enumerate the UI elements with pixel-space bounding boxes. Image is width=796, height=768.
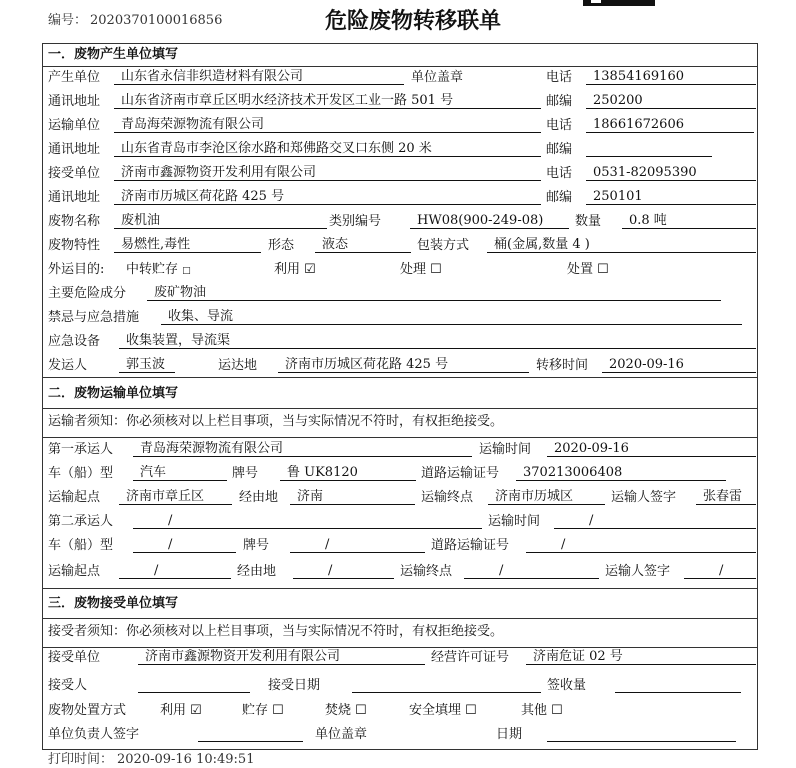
checkbox-icon[interactable]: ☐: [430, 262, 442, 277]
purpose-option-transfer-storage[interactable]: [126, 262, 191, 279]
property-field[interactable]: 易燃性,毒性: [114, 237, 261, 253]
purpose-option-treatment[interactable]: [400, 262, 442, 278]
phone-label: 电话: [546, 118, 573, 133]
end-label: 运输终点: [400, 564, 453, 579]
receiver-person-label: 接受人: [48, 678, 88, 693]
address-label: 通讯地址: [48, 142, 101, 157]
checkbox-icon[interactable]: ☐: [355, 703, 367, 718]
section-3-title: 三．废物接受单位填写: [48, 596, 179, 611]
destination-field[interactable]: 济南市历城区荷花路 425 号: [278, 357, 529, 373]
seal-label: 单位盖章: [411, 70, 464, 85]
option-label: 贮存: [242, 703, 269, 718]
permit-label: 道路运输证号: [431, 538, 510, 553]
option-label: 处置: [567, 262, 594, 277]
carrier-address-field[interactable]: 山东省青岛市李沧区徐水路和郑佛路交叉口东侧 20 米: [114, 141, 541, 157]
license-field[interactable]: 济南危证 02 号: [526, 649, 756, 665]
head-signature-label: 单位负责人签字: [48, 727, 140, 742]
form-label: 形态: [268, 238, 295, 253]
method-option-incineration[interactable]: [325, 703, 367, 719]
receiver-notice: 接受者须知：你必须核对以上栏目事项，当与实际情况不符时，有权拒绝接受。: [48, 624, 504, 639]
destination-label: 运达地: [218, 358, 258, 373]
checkbox-icon[interactable]: ☐: [597, 262, 609, 277]
option-label: 利用: [274, 262, 301, 277]
divider: [42, 437, 757, 438]
option-label: 处理: [400, 262, 427, 277]
zip-label: 邮编: [546, 190, 573, 205]
hazard-field[interactable]: 废矿物油: [147, 285, 721, 301]
vehicle-label: 车（船）型: [48, 538, 114, 553]
hazard-label: 主要危险成分: [48, 286, 127, 301]
checkbox-icon[interactable]: □: [182, 266, 191, 276]
sign-date-field[interactable]: [547, 726, 736, 742]
via-label: 经由地: [239, 490, 279, 505]
carrier-zip-field[interactable]: [586, 141, 712, 157]
divider: [42, 647, 757, 648]
purpose-label: 外运目的:: [48, 262, 105, 277]
disposal-method-label: 废物处置方式: [48, 703, 127, 718]
carrier-phone-field[interactable]: 18661672606: [586, 117, 754, 133]
checkbox-icon[interactable]: ☐: [465, 703, 477, 718]
checkbox-icon[interactable]: ☐: [551, 703, 563, 718]
receive-date-label: 接受日期: [268, 678, 321, 693]
serial-number: 2020370100016856: [90, 13, 223, 28]
section-1-title: 一．废物产生单位填写: [48, 47, 179, 62]
section-2-title: 二．废物运输单位填写: [48, 386, 179, 401]
form-field[interactable]: 液态: [315, 237, 411, 253]
signature-label: 运输人签字: [611, 490, 677, 505]
print-time-label: 打印时间：: [48, 752, 114, 767]
method-option-storage[interactable]: [242, 703, 284, 719]
second-end-field[interactable]: /: [464, 563, 599, 579]
method-option-utilize[interactable]: [160, 703, 202, 719]
transfer-time-field[interactable]: 2020-09-16: [602, 357, 756, 373]
serial-label: 编号：: [48, 13, 88, 28]
first-plate-field[interactable]: 鲁 UK8120: [280, 465, 416, 481]
divider: [42, 66, 757, 67]
waste-name-label: 废物名称: [48, 214, 101, 229]
checkbox-checked-icon[interactable]: ☑: [190, 703, 202, 718]
phone-label: 电话: [546, 166, 573, 181]
sign-date-label: 日期: [496, 727, 523, 742]
equipment-field[interactable]: 收集装置，导流渠: [119, 333, 756, 349]
producer-phone-field[interactable]: 13854169160: [586, 69, 756, 85]
method-option-other[interactable]: [521, 703, 563, 719]
purpose-option-utilize[interactable]: [274, 262, 316, 278]
quantity-label: 数量: [575, 214, 602, 229]
first-carrier-label: 第一承运人: [48, 442, 114, 457]
producer-label: 产生单位: [48, 70, 101, 85]
second-carrier-field[interactable]: /: [133, 513, 482, 529]
first-permit-field[interactable]: 370213006408: [516, 465, 726, 481]
receiver-person-field[interactable]: [138, 677, 250, 693]
receiver-address-field[interactable]: 济南市历城区荷花路 425 号: [114, 189, 541, 205]
address-label: 通讯地址: [48, 190, 101, 205]
page-title: 危险废物转移联单: [325, 9, 502, 34]
plate-label: 牌号: [232, 466, 259, 481]
first-vehicle-field[interactable]: 汽车: [133, 465, 227, 481]
first-time-field[interactable]: 2020-09-16: [547, 441, 756, 457]
head-signature-field[interactable]: [198, 726, 303, 742]
second-signature-field[interactable]: /: [684, 563, 756, 579]
permit-label: 道路运输证号: [421, 466, 500, 481]
zip-label: 邮编: [546, 94, 573, 109]
second-start-field[interactable]: /: [119, 563, 231, 579]
method-option-landfill[interactable]: [409, 703, 477, 719]
end-label: 运输终点: [421, 490, 474, 505]
producer-field[interactable]: 山东省永信非织造材料有限公司: [114, 69, 404, 85]
second-via-field[interactable]: /: [293, 563, 394, 579]
purpose-option-disposal[interactable]: [567, 262, 609, 278]
category-field[interactable]: HW08(900-249-08): [410, 213, 569, 229]
receiving-unit-label: 接受单位: [48, 650, 101, 665]
option-label: 其他: [521, 703, 548, 718]
second-plate-field[interactable]: /: [290, 537, 425, 553]
via-label: 经由地: [237, 564, 277, 579]
receiver-zip-field[interactable]: 250101: [586, 189, 756, 205]
checkbox-icon[interactable]: ☐: [272, 703, 284, 718]
option-label: 焚烧: [325, 703, 352, 718]
package-field[interactable]: 桶(金属,数量 4 ): [487, 237, 756, 253]
transport-time-label: 运输时间: [488, 514, 541, 529]
signature-label: 运输人签字: [605, 564, 671, 579]
divider: [42, 408, 757, 409]
option-label: 安全填埋: [409, 703, 462, 718]
waste-name-field[interactable]: 废机油: [114, 213, 327, 229]
quantity-field[interactable]: 0.8 吨: [622, 213, 756, 229]
second-vehicle-field[interactable]: /: [133, 537, 236, 553]
signed-amount-field[interactable]: [615, 677, 741, 693]
second-time-field[interactable]: /: [554, 513, 756, 529]
first-signature-field[interactable]: 张春雷: [696, 489, 756, 505]
second-carrier-label: 第二承运人: [48, 514, 114, 529]
package-label: 包装方式: [417, 238, 470, 253]
transfer-time-label: 转移时间: [536, 358, 589, 373]
signed-amount-label: 签收量: [547, 678, 587, 693]
second-permit-field[interactable]: /: [526, 537, 756, 553]
receiver-label: 接受单位: [48, 166, 101, 181]
start-label: 运输起点: [48, 490, 101, 505]
divider: [42, 618, 757, 619]
carrier-label: 运输单位: [48, 118, 101, 133]
carrier-notice: 运输者须知：你必须核对以上栏目事项，当与实际情况不符时，有权拒绝接受。: [48, 414, 504, 429]
first-start-field[interactable]: 济南市章丘区: [119, 489, 232, 505]
zip-label: 邮编: [546, 142, 573, 157]
shipper-field[interactable]: 郭玉波: [119, 357, 175, 373]
phone-label: 电话: [546, 70, 573, 85]
shipper-label: 发运人: [48, 358, 88, 373]
carrier-field[interactable]: 青岛海荣源物流有限公司: [114, 117, 541, 133]
producer-address-field[interactable]: 山东省济南市章丘区明水经济技术开发区工业一路 501 号: [114, 93, 541, 109]
property-label: 废物特性: [48, 238, 101, 253]
option-label: 利用: [160, 703, 187, 718]
address-label: 通讯地址: [48, 94, 101, 109]
plate-label: 牌号: [243, 538, 270, 553]
license-label: 经营许可证号: [431, 650, 510, 665]
equipment-label: 应急设备: [48, 334, 101, 349]
first-via-field[interactable]: 济南: [290, 489, 415, 505]
start-label: 运输起点: [48, 564, 101, 579]
print-time: 2020-09-16 10:49:51: [117, 752, 255, 767]
receiver-phone-field[interactable]: 0531-82095390: [586, 165, 756, 181]
qr-code-fragment: [583, 0, 655, 6]
receiver-field[interactable]: 济南市鑫源物资开发利用有限公司: [114, 165, 541, 181]
vehicle-label: 车（船）型: [48, 466, 114, 481]
category-label: 类别编号: [329, 214, 382, 229]
first-end-field[interactable]: 济南市历城区: [488, 489, 605, 505]
taboo-label: 禁忌与应急措施: [48, 310, 140, 325]
receiving-unit-field[interactable]: 济南市鑫源物资开发利用有限公司: [138, 649, 425, 665]
option-label: 中转贮存: [126, 262, 179, 277]
checkbox-checked-icon[interactable]: ☑: [304, 262, 316, 277]
first-carrier-field[interactable]: 青岛海荣源物流有限公司: [133, 441, 472, 457]
receive-date-field[interactable]: [352, 677, 541, 693]
transport-time-label: 运输时间: [479, 442, 532, 457]
divider: [42, 588, 757, 589]
divider: [42, 377, 757, 378]
unit-seal-label: 单位盖章: [315, 727, 368, 742]
taboo-field[interactable]: 收集、导流: [161, 309, 742, 325]
producer-zip-field[interactable]: 250200: [586, 93, 756, 109]
